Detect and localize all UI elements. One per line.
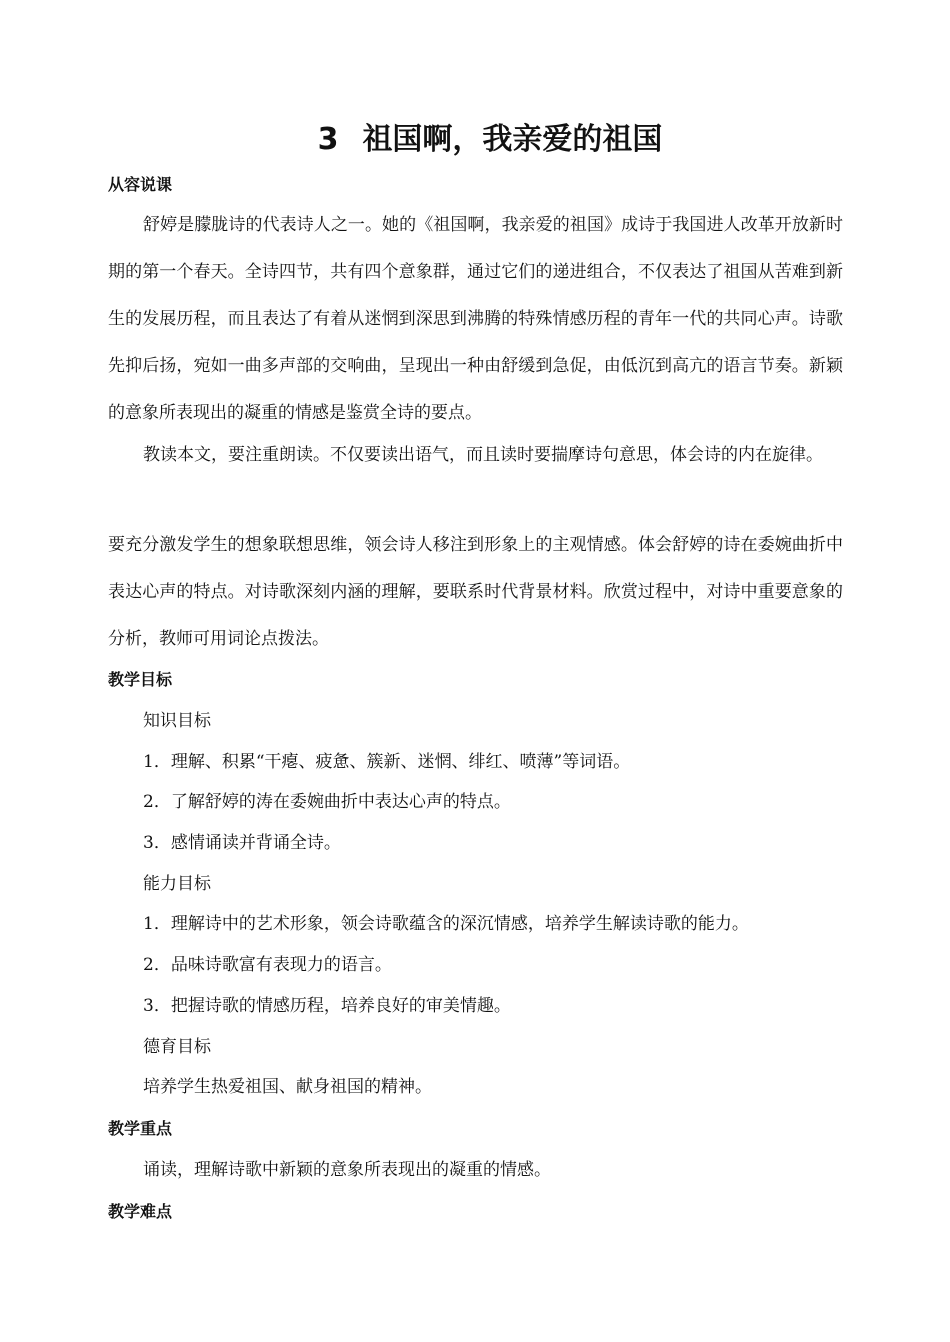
knowledge-goal-item: 2．了解舒婷的涛在委婉曲折中表达心声的特点。 <box>143 792 511 812</box>
ability-goal-item: 2．品味诗歌富有表现力的语言。 <box>143 955 392 975</box>
lesson-title: 祖国啊，我亲爱的祖国 <box>362 122 663 157</box>
section-heading-lecture: 从容说课 <box>108 175 173 194</box>
ability-goal-item: 1．理解诗中的艺术形象，领会诗歌蕴含的深沉情感，培养学生解读诗歌的能力。 <box>143 914 749 934</box>
moral-goal-text: 培养学生热爱祖国、献身祖国的精神。 <box>143 1077 432 1097</box>
ability-goal-item: 3．把握诗歌的情感历程，培养良好的审美情趣。 <box>143 996 511 1016</box>
lecture-paragraph-2: 教读本文，要注重朗读。不仅要读出语气，而且读时要揣摩诗句意思，体会诗的内在旋律。 <box>143 445 823 465</box>
moral-goals-label: 德育目标 <box>143 1037 211 1057</box>
lecture-paragraph-3: 要充分激发学生的想象联想思维，领会诗人移注到形象上的主观情感。体会舒婷的诗在委婉曲折中表达心声的特点。对诗歌深刻内涵的理解，要联系时代背景材料。欣赏过程中，对诗中重要意象的分析，教师可用词论点拨法。 <box>108 535 843 649</box>
focus-text: 诵读，理解诗歌中新颖的意象所表现出的凝重的情感。 <box>143 1160 551 1180</box>
section-heading-goals: 教学目标 <box>108 670 173 689</box>
ability-goals-label: 能力目标 <box>143 874 211 894</box>
lecture-paragraph-1: 舒婷是朦胧诗的代表诗人之一。她的《祖国啊，我亲爱的祖国》成诗于我国进人改革开放新时期的第一个春天。全诗四节，共有四个意象群，通过它们的递进组合，不仅表达了祖国从苦难到新生的发展历程，而且表达了有着从迷惘到深思到沸腾的特殊情感历程的青年一代的共同心声。诗歌先抑后扬，宛如一曲多声部的交响曲，呈现出一种由舒缓到急促，由低沉到高亢的语言节奏。新颖的意象所表现出的凝重的情感是鉴赏全诗的要点。 <box>108 215 843 423</box>
knowledge-goals-label: 知识目标 <box>143 711 211 731</box>
knowledge-goal-item: 3．感情诵读并背诵全诗。 <box>143 833 341 853</box>
section-heading-focus: 教学重点 <box>108 1119 173 1138</box>
lesson-number: 3 <box>317 122 339 157</box>
section-heading-difficulty: 教学难点 <box>108 1202 173 1221</box>
document-title <box>0 118 950 162</box>
knowledge-goal-item: 1．理解、积累“干瘪、疲惫、簇新、迷惘、绯红、喷薄”等词语。 <box>143 752 631 772</box>
